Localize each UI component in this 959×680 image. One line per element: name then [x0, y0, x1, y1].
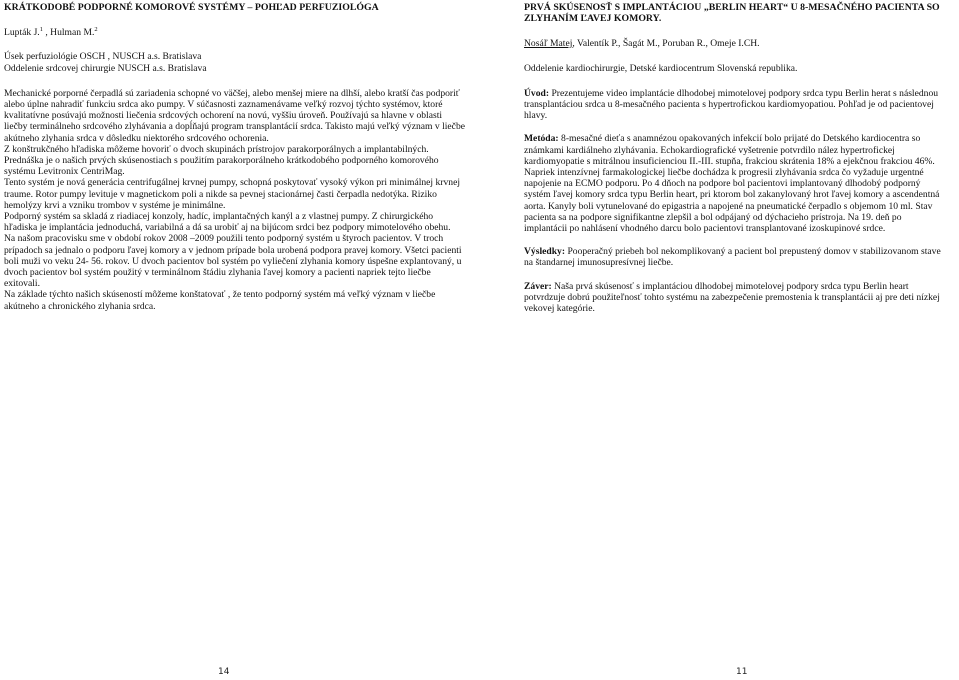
body-paragraph: Na základe týchto našich skúseností môžeme konštatovať , že tento podporný systém má veľký význam v liečbe akútneho a chronického zlyhania srdca.: [4, 289, 436, 312]
section-label: Úvod:: [524, 87, 550, 99]
author-line: [524, 38, 942, 49]
author-affil-mark: 2: [94, 26, 98, 34]
affiliations: [4, 51, 466, 73]
section-label: Záver:: [524, 280, 552, 292]
section-method: [524, 133, 942, 234]
page-number: 11: [736, 667, 748, 677]
affiliation-line: Oddelenie kardiochirurgie, Detské kardiocentrum Slovenská republika.: [524, 62, 798, 74]
affiliation-line: Úsek perfuziológie OSCH , NUSCH a.s. Bratislava: [4, 51, 202, 63]
article-title: PRVÁ SKÚSENOSŤ S IMPLANTÁCIOU „BERLIN HEART“ U 8-MESAČNÉHO PACIENTA SO ZLYHANÍM ĽAVEJ KOMORY.: [524, 2, 940, 25]
section-conclusion: [524, 281, 942, 315]
body-paragraph: Na našom pracovisku sme v období rokov 2008 –2009 použili tento podporný systém u štyroch pacientov. V troch prípadoch sa jednalo o podporu ľavej komory a v jednom prípade bola urobená podpora pravej komory. Všetci pacienti boli muži vo veku 24- 56. rokov. U dvoch pacientov bol systém po vyliečení zlyhania komory úspešne explantovaný, u dvoch pacientov bol systém použitý v terminálnom štádiu zlyhania ľavej komory a pacienti napriek tejto liečbe exitovali.: [4, 233, 462, 290]
abstract-body: [4, 88, 466, 312]
page-number: 14: [218, 667, 230, 677]
section-label: Výsledky:: [524, 246, 566, 258]
author-name: Lupták J.: [4, 27, 40, 39]
presenting-author: Nosáľ Matej: [524, 38, 573, 50]
body-paragraph: Z konštrukčného hľadiska môžeme hovoriť o dvoch skupinách prístrojov parakorporálnych a implantabilných.: [4, 143, 429, 155]
body-paragraph: Mechanické porporné čerpadlá sú zariadenia schopné vo väčšej, alebo menšej miere na dlhší, alebo kratší čas podporiť alebo úplne nahradiť funkciu srdca ako pumpy. V súčasnosti zaznamenávame veľký rozvoj týchto systémov, ktoré kvalitatívne posúvajú možnosti liečenia srdcových ochorení na novú, vyššiu úroveň. Používajú sa hlavne v oblasti liečby terminálneho srdcového zlyhávania a dopĺňajú program transplantácií srdca. Takisto majú veľký význam v liečbe akútneho zlyhania srdca v dôsledku niektorého srdcového ochorenia.: [4, 87, 465, 144]
co-authors: , Valentík P., Šagát M., Poruban R., Omeje I.CH.: [572, 38, 760, 50]
left-column: [4, 2, 466, 312]
affiliation-line: Oddelenie srdcovej chirurgie NUSCH a.s. Bratislava: [4, 62, 207, 74]
section-text: 8-mesačné dieťa s anamnézou opakovaných infekcií bolo prijaté do Detského kardiocentra so známkami kardiálneho zlyhávania. Echokardiografické vyšetrenie potvrdilo nález hypertrofickej kardiomyopatie s mitrálnou insuficienciou II.-III. stupňa, frakciou skrátenia 18% a ejekčnou frakciou 46%. Napriek intenzívnej farmakologickej liečbe dochádza k progresii zlyhávania srdca čo vyžaduje urgentné napojenie na ECMO podporu. Po 4 dňoch na podpore bol pacientovi implantovaný dlhodobý podporný systém ľavej komory srdca typu Berlin heart, pri ktorom bol zakanylovaný hrot ľavej komory a ascendentná aorta. Kanyly boli vytunelované do epigastria a napojené na pneumatické čerpadlo s objemom 10 ml. Stav pacienta sa na podpore signifikantne zlepšil a bol odpájaný od dýchacieho prístroja. Na 19. deň po implantácii po nahlásení vhodného darcu bolo pacientovi transplantované izoskupinové srdce.: [524, 133, 940, 235]
section-results: [524, 246, 942, 268]
author-line: [4, 27, 466, 38]
article-title: KRÁTKODOBÉ PODPORNÉ KOMOROVÉ SYSTÉMY – POHĽAD PERFUZIOLÓGA: [4, 2, 379, 13]
section-intro: [524, 88, 942, 122]
author-affil-mark: 1: [39, 26, 43, 34]
right-column: [524, 2, 942, 314]
author-name: , Hulman M.: [42, 27, 95, 39]
body-paragraph: Prednáška je o našich prvých skúsenostiach s použitím parakorporálneho krátkodobého podporného komorového systému Levitronix CentriMag.: [4, 155, 439, 178]
section-text: Naša prvá skúsenosť s implantáciou dlhodobej mimotelovej podpory srdca typu Berlin heart potvrdzuje dobrú použiteľnosť tohto systému na zabezpečenie premostenia k transplantácii aj pre deti nízkej vekovej kategórie.: [524, 280, 940, 315]
right-page: [480, 0, 959, 680]
section-text: Prezentujeme video implantácie dlhodobej mimotelovej podpory srdca typu Berlin herat s následnou transplantáciou srdca u 8-mesačného pacienta s hypertrofickou kardiomyopatiou. Pohľad je od pacientovej hlavy.: [524, 87, 939, 122]
body-paragraph: Podporný systém sa skladá z riadiacej konzoly, hadíc, implantačných kanýl a z vlastnej pumpy. Z chirurgického hľadiska je implantácia jednoduchá, variabilná a dá sa urobiť aj na bijúcom srdci bez podpory mimotelového obehu.: [4, 211, 451, 234]
section-label: Metóda:: [524, 133, 559, 145]
section-text: Pooperačný priebeh bol nekomplikovaný a pacient bol prepustený domov v stabilizovanom stave na štandarnej imunosupresívnej liečbe.: [524, 246, 941, 269]
body-paragraph: Tento systém je nová generácia centrifugálnej krvnej pumpy, schopná poskytovať vysoký výkon pri minimálnej krvnej traume. Rotor pumpy levituje v magnetickom poli a nikde sa pevnej stacionárnej časti čerpadla nedotýka. Riziko hemolýzy krvi a vzniku trombov v systéme je minimálne.: [4, 177, 460, 211]
